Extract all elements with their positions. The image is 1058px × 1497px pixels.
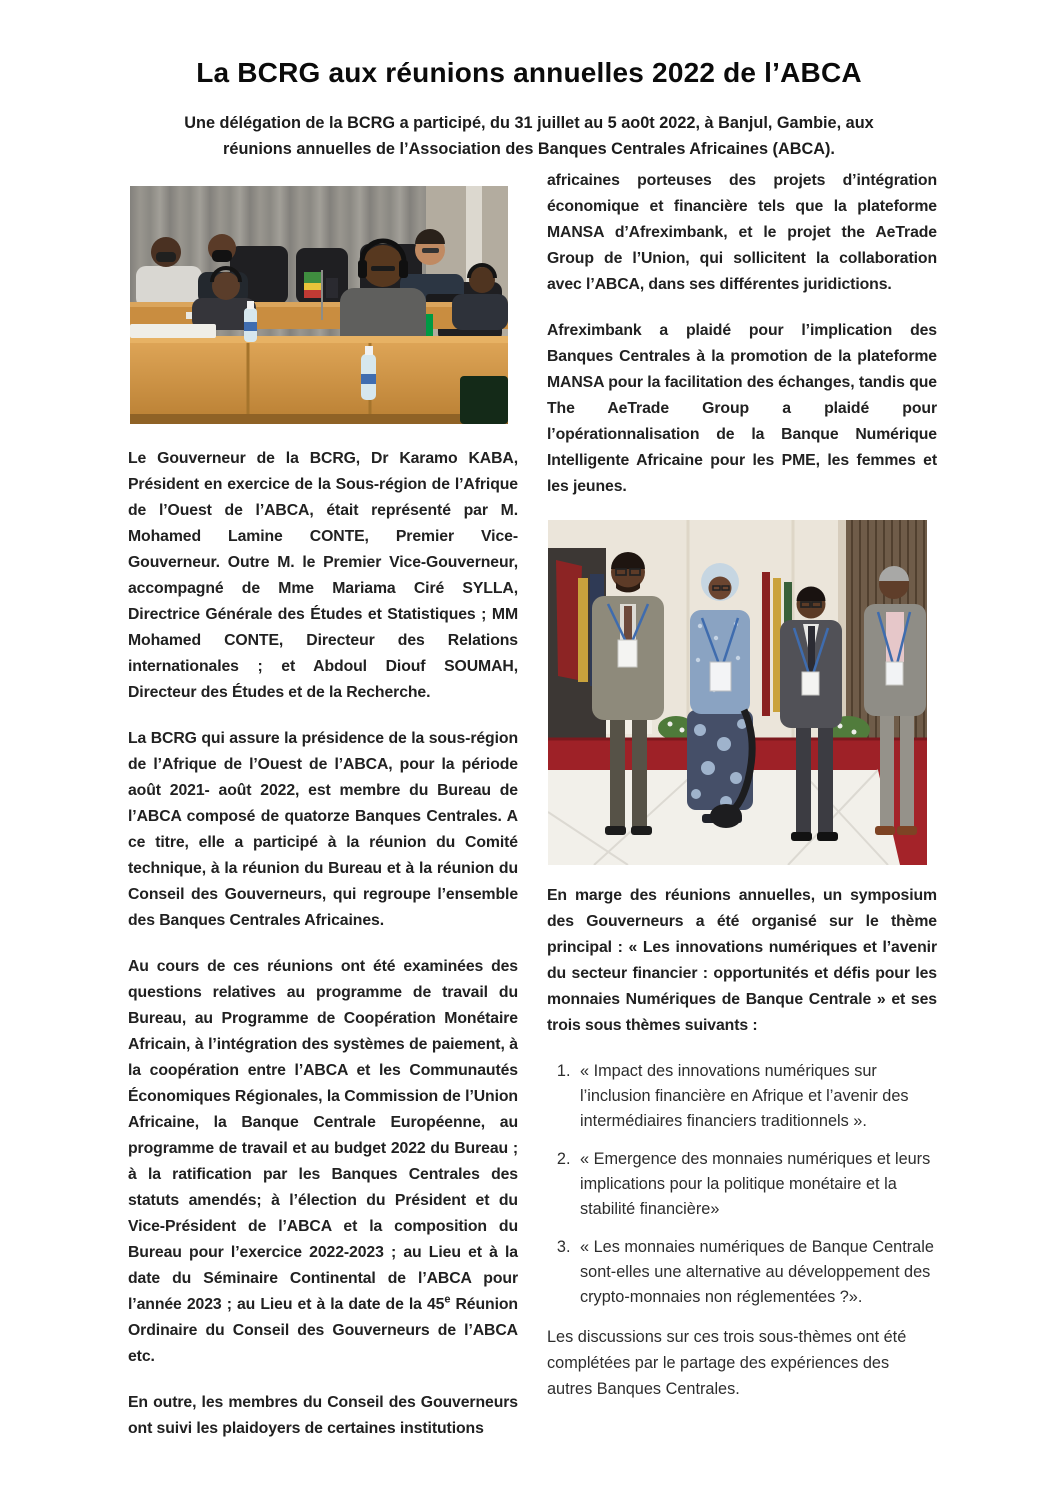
column-left — [128, 178, 518, 1462]
paragraph-plaidoyers-cont: africaines porteuses des projets d’intégration économique et financière tels que la plateforme MANSA d’Afreximbank, et le projet the AeTrade Group de l’Union, qui sollicitent la collaboration avec l’ABCA, dans ses différentes juridictions. — [547, 172, 937, 293]
subtheme-item-2: 2. « Emergence des monnaies numériques et leurs implications pour la politique monétaire et la stabilité financière» — [575, 1147, 937, 1222]
paragraph-delegation: Le Gouverneur de la BCRG, Dr Karamo KABA, Président en exercice de la Sous-région de l’Afrique de l’Ouest de l’ABCA, était représenté par M. Mohamed Lamine CONTE, Premier Vice-Gouverneur. Outre M. le Premier Vice-Gouverneur, accompagné de Mme Mariama Ciré SYLLA, Directrice Générale des Études et Statistiques ; MM Mohamed CONTE, Directeur des Relations internationales ; et Abdoul Diouf SOUMAH, Directeur des Études et de la Recherche. — [128, 450, 518, 701]
paragraph-presidency: La BCRG qui assure la présidence de la sous-région de l’Afrique de l’Ouest de l’ABCA, pour la période août 2021- août 2022, est membre du Bureau de l’ABCA composé de quatorze Banques Centrales. A ce titre, elle a participé à la réunion du Comité technique, à la réunion du Bureau et à la réunion du Conseil des Gouverneurs, qui regroupe l’ensemble des Banques Centrales Africaines. — [128, 730, 518, 929]
page-title: La BCRG aux réunions annuelles 2022 de l’ABCA — [196, 57, 862, 88]
agenda-text-end: Réunion Ordinaire du Conseil des Gouverneurs de l’ABCA etc. — [128, 1296, 518, 1365]
paragraph-discussions: Les discussions sur ces trois sous-thèmes ont été complétées par le partage des expériences des autres Banques Centrales. — [547, 1328, 907, 1398]
ordinal-suffix: e — [444, 1293, 451, 1306]
subtheme-item-3: 3. « Les monnaies numériques de Banque Centrale sont-elles une alternative au développement des crypto-monnaies non réglementées ?». — [575, 1235, 937, 1310]
back-desk-edge — [130, 302, 508, 307]
column-right — [547, 168, 937, 1420]
paragraph-agenda — [128, 954, 518, 1370]
subtheme-item-1: 1. « Impact des innovations numériques sur l’inclusion financière en Afrique et l’avenir des intermédiaires financiers traditionnels ». — [575, 1059, 937, 1134]
conference-room-photo — [130, 186, 508, 424]
laptop-back — [460, 376, 508, 424]
article-subtitle: Une délégation de la BCRG a participé, du 31 juillet au 5 ao0t 2022, à Banjul, Gambie, aux réunions annuelles de l’Association des Banques Centrales Africaines (ABCA). — [184, 114, 874, 158]
paragraph-symposium: En marge des réunions annuelles, un symposium des Gouverneurs a été organisé sur le thème principal : « Les innovations numériques et l’avenir du secteur financier : opportunités et défis pour les monnaies Numériques de Banque Centrale » et ses trois sous thèmes suivants : — [547, 887, 937, 1034]
agenda-text-start: Au cours de ces réunions ont été examinées des questions relatives au programme de travail du Bureau, au Programme de Coopération Monétaire Africain, à l’intégration des systèmes de paiement, à la coopération entre l’ABCA et les Communautés Économiques Régionales, la Commission de l’Union Africaine, la Banque Centrale Européenne, au programme de travail et au budget 2022 du Bureau ; à la ratification par les Banques Centrales des statuts amendés; à l’élection du Président et du Vice-Président de l’ABCA et la composition du Bureau pour l’exercice 2022-2023 ; au Lieu et à la date du Séminaire Continental de l’ABCA pour l’année 2023 ; au Lieu et à la date de la 45 — [128, 958, 518, 1313]
delegation-group-photo — [548, 520, 927, 865]
papers — [130, 324, 216, 338]
subtheme-list — [547, 1059, 937, 1310]
paragraph-afreximbank: Afreximbank a plaidé pour l’implication des Banques Centrales à la promotion de la plateforme MANSA pour la facilitation des échanges, tandis que The AeTrade Group a plaidé pour l’opérationnalisation de la Banque Numérique Intelligente Africaine pour les PME, les femmes et les jeunes. — [547, 322, 937, 495]
paragraph-plaidoyers-start: En outre, les membres du Conseil des Gouverneurs ont suivi les plaidoyers de certaines institutions — [128, 1394, 518, 1437]
front-desk — [130, 343, 508, 424]
handbag — [710, 804, 742, 828]
